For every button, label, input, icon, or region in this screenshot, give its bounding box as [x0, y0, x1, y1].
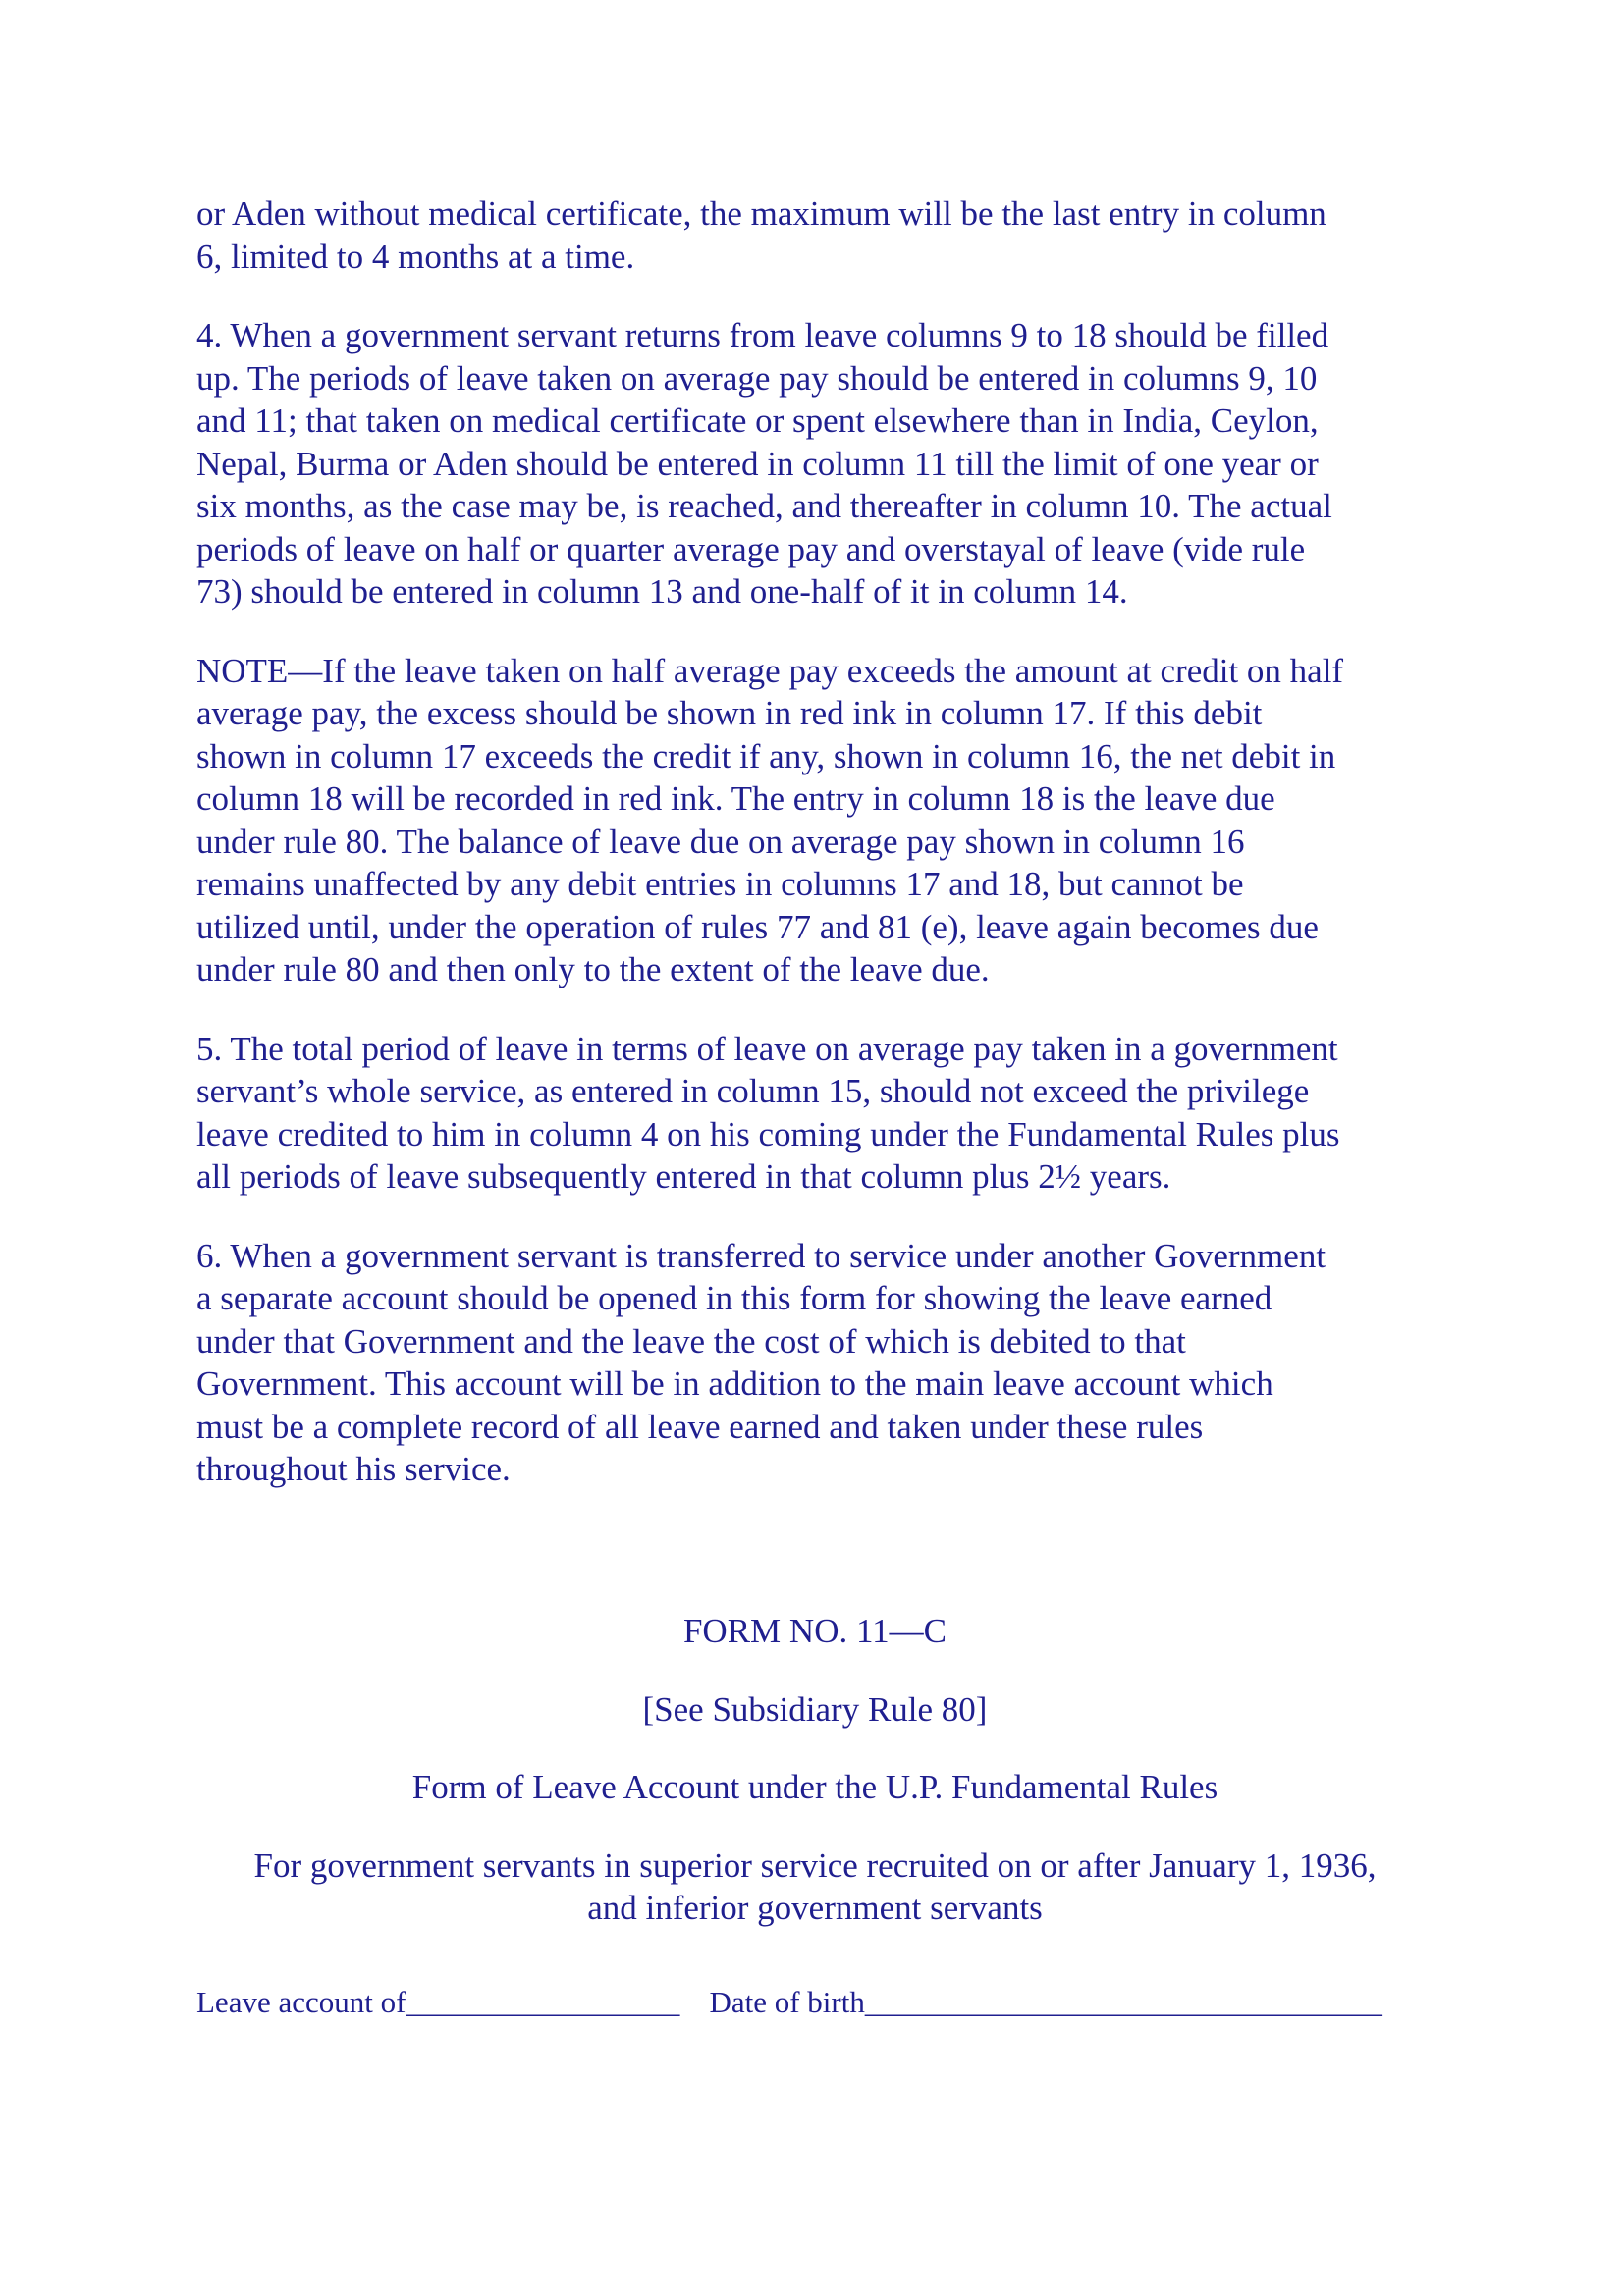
paragraph-5 [196, 1028, 1453, 1199]
text-line: 4. When a government servant returns from leave columns 9 to 18 should be filled [196, 316, 1329, 354]
form-subtitle-line: and inferior government servants [587, 1889, 1043, 1927]
text-line: average pay, the excess should be shown in red ink in column 17. If this debit [196, 694, 1263, 732]
text-line: utilized until, under the operation of rules 77 and 81 (e), leave again becomes due [196, 907, 1319, 946]
text-line: 6, limited to 4 months at a time. [196, 237, 635, 276]
paragraph-4 [196, 314, 1453, 614]
text-line: Government. This account will be in addition to the main leave account which [196, 1364, 1273, 1403]
document-body [196, 192, 1453, 1527]
text-line: periods of leave on half or quarter average pay and overstayal of leave (vide rule [196, 529, 1306, 568]
form-title: Form of Leave Account under the U.P. Fundamental Rules [411, 1768, 1218, 1806]
text-line: throughout his service. [196, 1450, 511, 1488]
form-fields [196, 1983, 1473, 2022]
text-line: or Aden without medical certificate, the maximum will be the last entry in column [196, 194, 1326, 233]
text-line: must be a complete record of all leave earned and taken under these rules [196, 1407, 1204, 1446]
text-line: 5. The total period of leave in terms of leave on average pay taken in a government [196, 1029, 1338, 1068]
text-line: a separate account should be opened in this form for showing the leave earned [196, 1279, 1272, 1317]
text-line: remains unaffected by any debit entries in columns 17 and 18, but cannot be [196, 865, 1244, 903]
text-line: Nepal, Burma or Aden should be entered in column 11 till the limit of one year or [196, 444, 1319, 483]
form-subtitle-line: For government servants in superior service recruited on or after January 1, 1936, [253, 1845, 1377, 1885]
form-number: FORM NO. 11—C [682, 1612, 947, 1650]
paragraph-note [196, 650, 1453, 991]
text-line: 73) should be entered in column 13 and one-half of it in column 14. [196, 572, 1128, 611]
paragraph-6 [196, 1235, 1453, 1491]
form-header [196, 1610, 1434, 1930]
text-line: all periods of leave subsequently entered in that column plus 2½ years. [196, 1157, 1171, 1196]
text-line: under rule 80 and then only to the extent of the leave due. [196, 950, 990, 988]
text-line: shown in column 17 exceeds the credit if any, shown in column 16, the net debit in [196, 736, 1336, 775]
text-line: NOTE—If the leave taken on half average pay exceeds the amount at credit on half [196, 651, 1344, 690]
text-line: six months, as the case may be, is reached, and thereafter in column 10. The actual [196, 487, 1332, 525]
text-line: under rule 80. The balance of leave due on average pay shown in column 16 [196, 822, 1245, 861]
form-reference: [See Subsidiary Rule 80] [642, 1689, 988, 1729]
text-line: under that Government and the leave the cost of which is debited to that [196, 1321, 1186, 1361]
text-line: up. The periods of leave taken on average pay should be entered in columns 9, 10 [196, 358, 1318, 398]
text-line: servant’s whole service, as entered in column 15, should not exceed the privilege [196, 1072, 1310, 1110]
leave-account-field[interactable]: Leave account of__________________ [196, 1985, 680, 2019]
text-line: and 11; that taken on medical certificate or spent elsewhere than in India, Ceylon, [196, 401, 1319, 440]
text-line: 6. When a government servant is transferred to service under another Government [196, 1236, 1326, 1275]
text-line: column 18 will be recorded in red ink. The entry in column 18 is the leave due [196, 779, 1275, 818]
date-of-birth-field[interactable]: Date of birth__________________________________ [709, 1985, 1382, 2019]
text-line: leave credited to him in column 4 on his coming under the Fundamental Rules plus [196, 1114, 1340, 1153]
paragraph-continuation [196, 192, 1453, 278]
